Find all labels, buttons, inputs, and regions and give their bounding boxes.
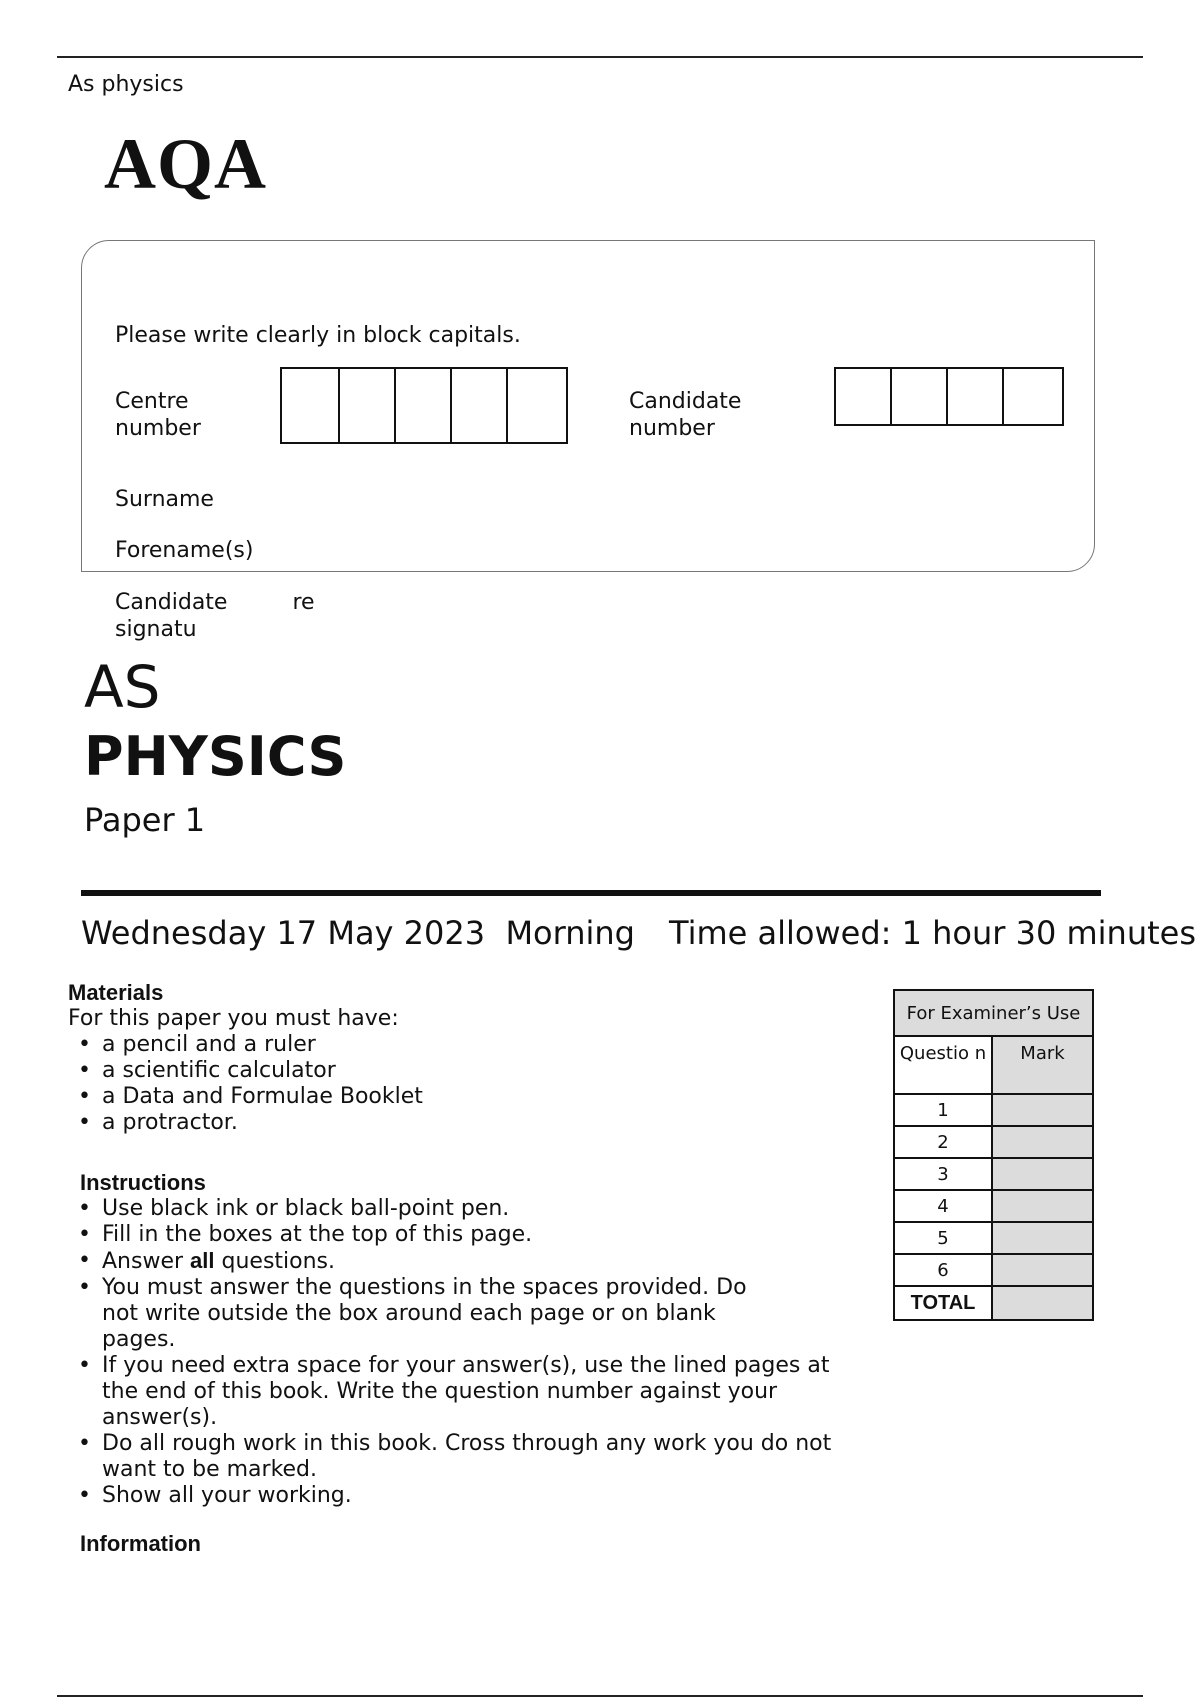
list-item: • a pencil and a ruler bbox=[68, 1032, 868, 1058]
time-allowed: Time allowed: 1 hour 30 minutes bbox=[669, 914, 1196, 952]
centre-number-boxes[interactable] bbox=[280, 367, 568, 444]
candidate-digit-box[interactable] bbox=[836, 369, 892, 424]
top-rule bbox=[57, 56, 1143, 58]
total-mark-cell bbox=[992, 1286, 1093, 1320]
mark-column-header: Mark bbox=[992, 1036, 1093, 1094]
materials-list bbox=[68, 1032, 868, 1136]
mark-cell bbox=[992, 1126, 1093, 1158]
question-number: 6 bbox=[894, 1254, 992, 1286]
question-column-header: Questio n bbox=[894, 1036, 992, 1094]
paper-number: Paper 1 bbox=[84, 801, 206, 839]
block-capitals-instruction: Please write clearly in block capitals. bbox=[115, 323, 521, 348]
question-number: 4 bbox=[894, 1190, 992, 1222]
examiner-use-table bbox=[893, 989, 1094, 1321]
list-item: • Fill in the boxes at the top of this page. bbox=[68, 1222, 848, 1248]
candidate-signature-label: Candidate re signatu bbox=[115, 590, 315, 642]
list-item: • If you need extra space for your answer(s), use the lined pages at the end of this book. Write the question number against your answer(s). bbox=[68, 1353, 848, 1431]
list-item: • Answer all questions. bbox=[68, 1248, 848, 1275]
centre-digit-box[interactable] bbox=[508, 369, 564, 442]
instructions-heading: Instructions bbox=[80, 1170, 206, 1195]
list-item: • a scientific calculator bbox=[68, 1058, 868, 1084]
candidate-digit-box[interactable] bbox=[1004, 369, 1060, 424]
instructions-section bbox=[68, 1170, 848, 1557]
candidate-digit-box[interactable] bbox=[948, 369, 1004, 424]
list-item: • a protractor. bbox=[68, 1110, 868, 1136]
mark-cell bbox=[992, 1158, 1093, 1190]
list-item: • Show all your working. bbox=[68, 1483, 848, 1509]
information-heading: Information bbox=[80, 1531, 201, 1556]
candidate-number-boxes[interactable] bbox=[834, 367, 1064, 426]
centre-digit-box[interactable] bbox=[452, 369, 508, 442]
examiner-table-title: For Examiner’s Use bbox=[894, 990, 1093, 1036]
instructions-list bbox=[68, 1196, 848, 1509]
candidate-digit-box[interactable] bbox=[892, 369, 948, 424]
aqa-logo: AQA bbox=[104, 124, 267, 204]
total-label: TOTAL bbox=[894, 1286, 992, 1320]
centre-digit-box[interactable] bbox=[396, 369, 452, 442]
surname-label: Surname bbox=[115, 487, 214, 512]
list-item: • Use black ink or black ball-point pen. bbox=[68, 1196, 848, 1222]
forenames-label: Forename(s) bbox=[115, 538, 254, 563]
centre-digit-box[interactable] bbox=[282, 369, 340, 442]
materials-heading: Materials bbox=[68, 980, 164, 1005]
centre-digit-box[interactable] bbox=[340, 369, 396, 442]
list-item: • a Data and Formulae Booklet bbox=[68, 1084, 868, 1110]
question-number: 5 bbox=[894, 1222, 992, 1254]
mark-cell bbox=[992, 1254, 1093, 1286]
subject-level: AS bbox=[84, 653, 161, 721]
materials-intro: For this paper you must have: bbox=[68, 1006, 399, 1031]
question-number: 2 bbox=[894, 1126, 992, 1158]
list-item: • You must answer the questions in the spaces provided. Do not write outside the box around each page or on blank pages. bbox=[68, 1275, 772, 1353]
centre-number-label: Centre number bbox=[115, 389, 201, 441]
mark-cell bbox=[992, 1222, 1093, 1254]
list-item: • Do all rough work in this book. Cross through any work you do not want to be marked. bbox=[68, 1431, 842, 1483]
mark-cell bbox=[992, 1190, 1093, 1222]
mark-cell bbox=[992, 1094, 1093, 1126]
subject-name: PHYSICS bbox=[84, 725, 347, 788]
header-title: As physics bbox=[68, 72, 184, 97]
exam-date: Wednesday 17 May 2023 Morning bbox=[81, 914, 635, 952]
bottom-rule bbox=[57, 1695, 1143, 1697]
section-divider bbox=[81, 890, 1101, 896]
materials-section bbox=[68, 980, 868, 1136]
question-number: 1 bbox=[894, 1094, 992, 1126]
question-number: 3 bbox=[894, 1158, 992, 1190]
candidate-number-label: Candidate number bbox=[629, 389, 742, 441]
